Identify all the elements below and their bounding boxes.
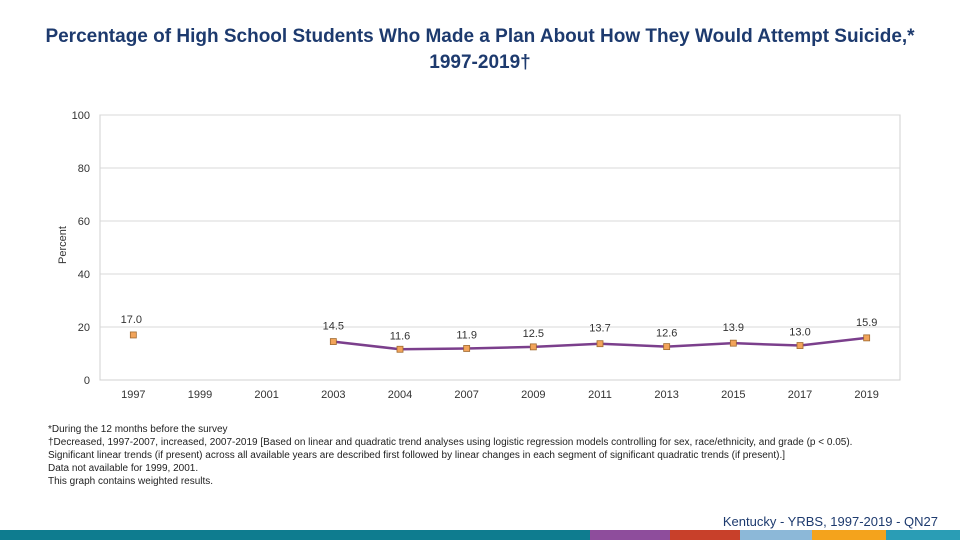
data-label: 13.9 xyxy=(722,322,745,335)
data-label: 14.5 xyxy=(322,320,345,333)
bottom-bar-segment xyxy=(886,530,960,540)
x-tick-label: 2013 xyxy=(654,389,679,401)
data-label: 13.0 xyxy=(789,326,811,339)
plot-area xyxy=(100,115,900,380)
y-tick-label: 40 xyxy=(77,269,90,281)
x-tick-label: 2009 xyxy=(521,389,546,401)
bottom-bar-segment xyxy=(0,530,330,540)
x-tick-label: 1997 xyxy=(121,389,146,401)
source-label: Kentucky - YRBS, 1997-2019 - QN27 xyxy=(722,514,938,529)
bottom-bar-segment xyxy=(670,530,740,540)
y-tick-label: 80 xyxy=(77,163,90,175)
data-point xyxy=(397,346,403,352)
bottom-color-bar xyxy=(0,530,960,540)
x-tick-label: 2003 xyxy=(321,389,346,401)
chart-title-line1: Percentage of High School Students Who Made a Plan About How They Would Attempt Suicide,* xyxy=(45,26,915,47)
data-point xyxy=(330,339,336,345)
chart-title-line2: 1997-2019† xyxy=(429,52,531,73)
data-label: 15.9 xyxy=(855,316,878,329)
data-label: 11.6 xyxy=(389,330,411,343)
footnote-2: †Decreased, 1997-2007, increased, 2007-2019 [Based on linear and quadratic trend analyses using logistic regression models controlling for sex, race/ethnicity, and grade (p < 0.05). Significant linear trends (if present) across all available years are described first followed by linear changes in each segment of significant quadratic trends (if present).] xyxy=(48,437,853,461)
footnote-1: *During the 12 months before the survey xyxy=(48,424,228,435)
y-tick-label: 100 xyxy=(71,110,90,122)
y-tick-label: 20 xyxy=(77,322,90,334)
data-point xyxy=(730,340,736,346)
data-point xyxy=(597,341,603,347)
bottom-bar-segment xyxy=(330,530,590,540)
data-label: 12.5 xyxy=(522,327,545,340)
data-label: 11.9 xyxy=(456,329,477,342)
bottom-bar-segment xyxy=(812,530,886,540)
x-tick-label: 2015 xyxy=(721,389,746,401)
data-label: 17.0 xyxy=(120,313,143,326)
data-label: 13.7 xyxy=(589,322,611,335)
data-point xyxy=(464,345,470,351)
footnote-3: Data not available for 1999, 2001. xyxy=(48,463,199,474)
y-axis-label: Percent xyxy=(57,226,69,264)
x-tick-label: 2001 xyxy=(254,389,279,401)
y-tick-label: 60 xyxy=(77,216,90,228)
bottom-bar-segment xyxy=(740,530,812,540)
x-tick-label: 2007 xyxy=(454,389,479,401)
x-tick-label: 2017 xyxy=(787,389,813,401)
x-tick-label: 2019 xyxy=(854,389,879,401)
data-point xyxy=(664,344,670,350)
data-point xyxy=(130,332,136,338)
data-point xyxy=(797,343,803,349)
footnote-4: This graph contains weighted results. xyxy=(48,476,214,487)
y-tick-label: 0 xyxy=(83,375,90,387)
data-label: 12.6 xyxy=(655,327,678,340)
footnotes xyxy=(48,423,888,488)
data-point xyxy=(864,335,870,341)
bottom-bar-segment xyxy=(590,530,670,540)
x-tick-label: 2011 xyxy=(588,389,612,401)
x-tick-label: 1999 xyxy=(187,389,213,401)
x-tick-label: 2004 xyxy=(387,389,413,401)
data-point xyxy=(530,344,536,350)
